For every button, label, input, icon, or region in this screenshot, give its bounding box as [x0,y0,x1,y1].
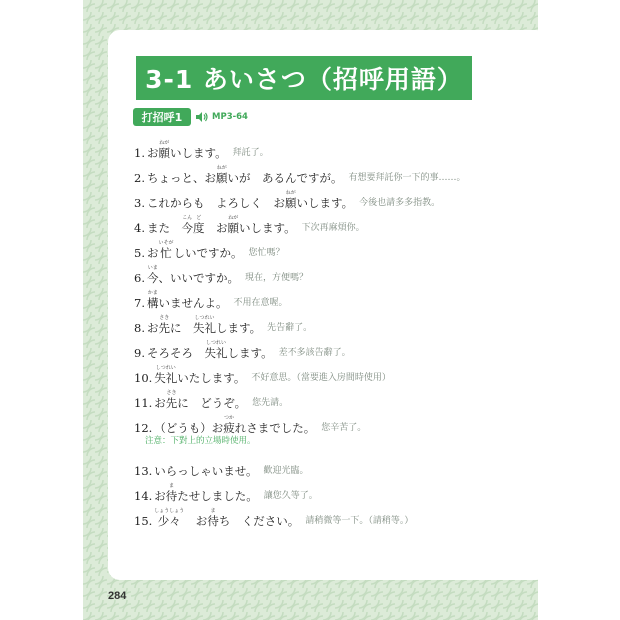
kanji: 願 [284,196,297,210]
japanese-phrase [134,140,227,160]
japanese-phrase [134,365,245,385]
kana-text: お [146,146,159,160]
ruby-word [154,365,177,385]
chinese-translation: 差不多該告辭了。 [278,348,351,358]
kana-text: します。 [227,346,273,360]
ruby-word [181,215,193,235]
furigana: ねが [285,190,296,196]
kana-text: に どうぞ。 [177,396,247,410]
kana-text: いたします。 [177,371,246,385]
furigana: ま [169,483,175,489]
section-tag [133,108,191,126]
japanese-phrase [134,290,227,310]
furigana: いま [147,265,158,271]
chinese-translation: 讓您久等了。 [263,491,318,501]
kana-text: いが あるんですが。 [227,171,343,185]
ruby-word [227,215,239,235]
phrase-number: 11. [134,396,153,410]
kana-text: ちょっと、お [146,171,216,185]
kana-text: これからも よろしく お [146,196,285,210]
kanji: 今 [181,221,193,235]
kana-text: 、いいですか。 [158,271,239,285]
phrase-row [134,384,288,410]
page-title: 3-1 あいさつ（招呼用語） [145,65,463,94]
kana-text: （どうも）お [154,421,224,435]
phrase-number: 6. [134,271,145,285]
kana-text: します。 [215,321,262,335]
phrase-row [134,284,288,310]
kana-text: お [154,489,166,503]
chapter-title-banner [136,56,472,100]
chinese-translation: 您忙嗎？ [248,248,285,258]
phrase-row [134,409,366,435]
kanji: 失礼 [204,346,228,360]
kana-text: たせしました。 [177,489,258,503]
phrase-number: 1. [134,146,145,160]
phrase-row [134,452,308,478]
kana-text: に [169,321,193,335]
phrase-row [134,359,391,385]
kana-text: お [146,321,159,335]
chinese-translation: 請稍微等一下。（請稍等。） [305,516,414,526]
furigana: こん [182,215,193,221]
ruby-word [166,390,178,410]
japanese-phrase [134,464,257,478]
phrase-number: 2. [134,171,145,185]
kanji: 今 [146,271,159,285]
phrase-row [134,334,351,360]
furigana: しつれい [194,315,215,321]
phrase-row [134,502,413,528]
phrase-row [134,477,318,503]
phrase-row [134,259,308,285]
ruby-word [193,215,205,235]
kanji: 失礼 [192,321,216,335]
japanese-phrase [134,340,273,360]
ruby-word [204,340,227,360]
kanji: 待 [207,514,219,528]
phrase-row [134,309,312,335]
ruby-word [158,315,170,335]
kana-text: お [146,246,159,260]
furigana: ねが [228,215,239,221]
kanji: 願 [158,146,170,160]
kanji: 構 [146,296,159,310]
ruby-word [147,265,159,285]
phrase-number: 4. [134,221,145,235]
phrase-number: 5. [134,246,145,260]
ruby-word [193,315,216,335]
phrase-number: 15. [134,514,153,528]
section-label: 打招呼1 [141,111,183,124]
ruby-word [154,508,184,528]
kana-text: いします。 [296,196,354,210]
kana-text: れさまでした。 [234,421,316,435]
chinese-translation: 現在，方便嗎？ [244,273,308,283]
kanji: 待 [165,489,178,503]
kana-text: いします。 [238,221,296,235]
furigana: さき [166,390,177,396]
kanji: 先 [158,321,170,335]
ruby-word [207,508,219,528]
kana-text: ち ください。 [218,514,300,528]
chinese-translation: 有想要拜託你一下的事……。 [348,173,466,183]
furigana: しつれい [205,340,226,346]
kanji: 少々 [157,514,181,528]
phrase-number: 12. [134,421,153,435]
furigana: ど [196,215,202,221]
phrase-number: 14. [134,489,153,503]
kana-text: お [154,396,166,410]
kana-text: いらっしゃいませ。 [154,464,258,478]
phrase-row [134,234,285,260]
japanese-phrase [134,165,342,185]
kana-text: いします。 [169,146,227,160]
audio-track [195,110,248,124]
ruby-word [158,140,170,160]
kanji: 願 [215,171,228,185]
japanese-phrase [134,240,243,260]
phrase-row [134,159,466,185]
kana-text: お [184,514,208,528]
japanese-phrase [134,390,246,410]
ruby-word [147,290,159,310]
kanji: 度 [192,221,205,235]
audio-label: MP3-64 [212,112,248,122]
furigana: しょうしょう [154,508,185,514]
japanese-phrase [134,265,239,285]
furigana: ま [210,508,216,514]
usage-note: 注意：下對上的立場時使用。 [145,436,256,446]
phrase-row [134,134,269,160]
phrase-number: 8. [134,321,145,335]
kanji: 先 [165,396,178,410]
chinese-translation: 歡迎光臨。 [263,466,309,476]
phrase-row [134,184,440,210]
page-number: 284 [108,590,127,602]
furigana: つか [224,415,235,421]
furigana: ねが [216,165,227,171]
kanji: 疲 [223,421,235,435]
chinese-translation: 您辛苦了。 [321,423,367,433]
ruby-word [216,165,228,185]
furigana: ねが [159,140,170,146]
phrase-number: 13. [134,464,153,478]
kana-text: お [204,221,228,235]
chinese-translation: 下次再麻煩你。 [301,223,365,233]
japanese-phrase [134,215,296,235]
kana-text: また [146,221,182,235]
phrase-number: 9. [134,346,145,360]
phrase-number: 7. [134,296,145,310]
kana-text: しいですか。 [173,246,243,260]
japanese-phrase [134,190,353,210]
ruby-word [166,483,178,503]
furigana: いそが [158,240,174,246]
kanji: 失礼 [154,371,178,385]
kanji: 願 [227,221,239,235]
chinese-translation: 拜託了。 [232,148,269,158]
chinese-translation: 不好意思。（當要進入房間時使用） [251,373,391,383]
ruby-word [223,415,235,435]
ruby-word [158,240,173,260]
japanese-phrase [134,508,299,528]
japanese-phrase [134,483,258,503]
speaker-icon [195,111,209,123]
phrase-number: 3. [134,196,145,210]
kanji: 忙 [160,246,172,260]
japanese-phrase [134,415,315,435]
ruby-word [285,190,297,210]
furigana: さき [159,315,170,321]
phrase-number: 10. [134,371,153,385]
japanese-phrase [134,315,261,335]
kana-text: いませんよ。 [158,296,228,310]
furigana: しつれい [155,365,176,371]
phrase-row [134,209,365,235]
chinese-translation: 先告辭了。 [267,323,313,333]
furigana: かま [147,290,158,296]
chinese-translation: 今後也請多多指教。 [359,198,441,208]
chinese-translation: 您先請。 [252,398,289,408]
chinese-translation: 不用在意喔。 [233,298,288,308]
kana-text: そろそろ [146,346,205,360]
